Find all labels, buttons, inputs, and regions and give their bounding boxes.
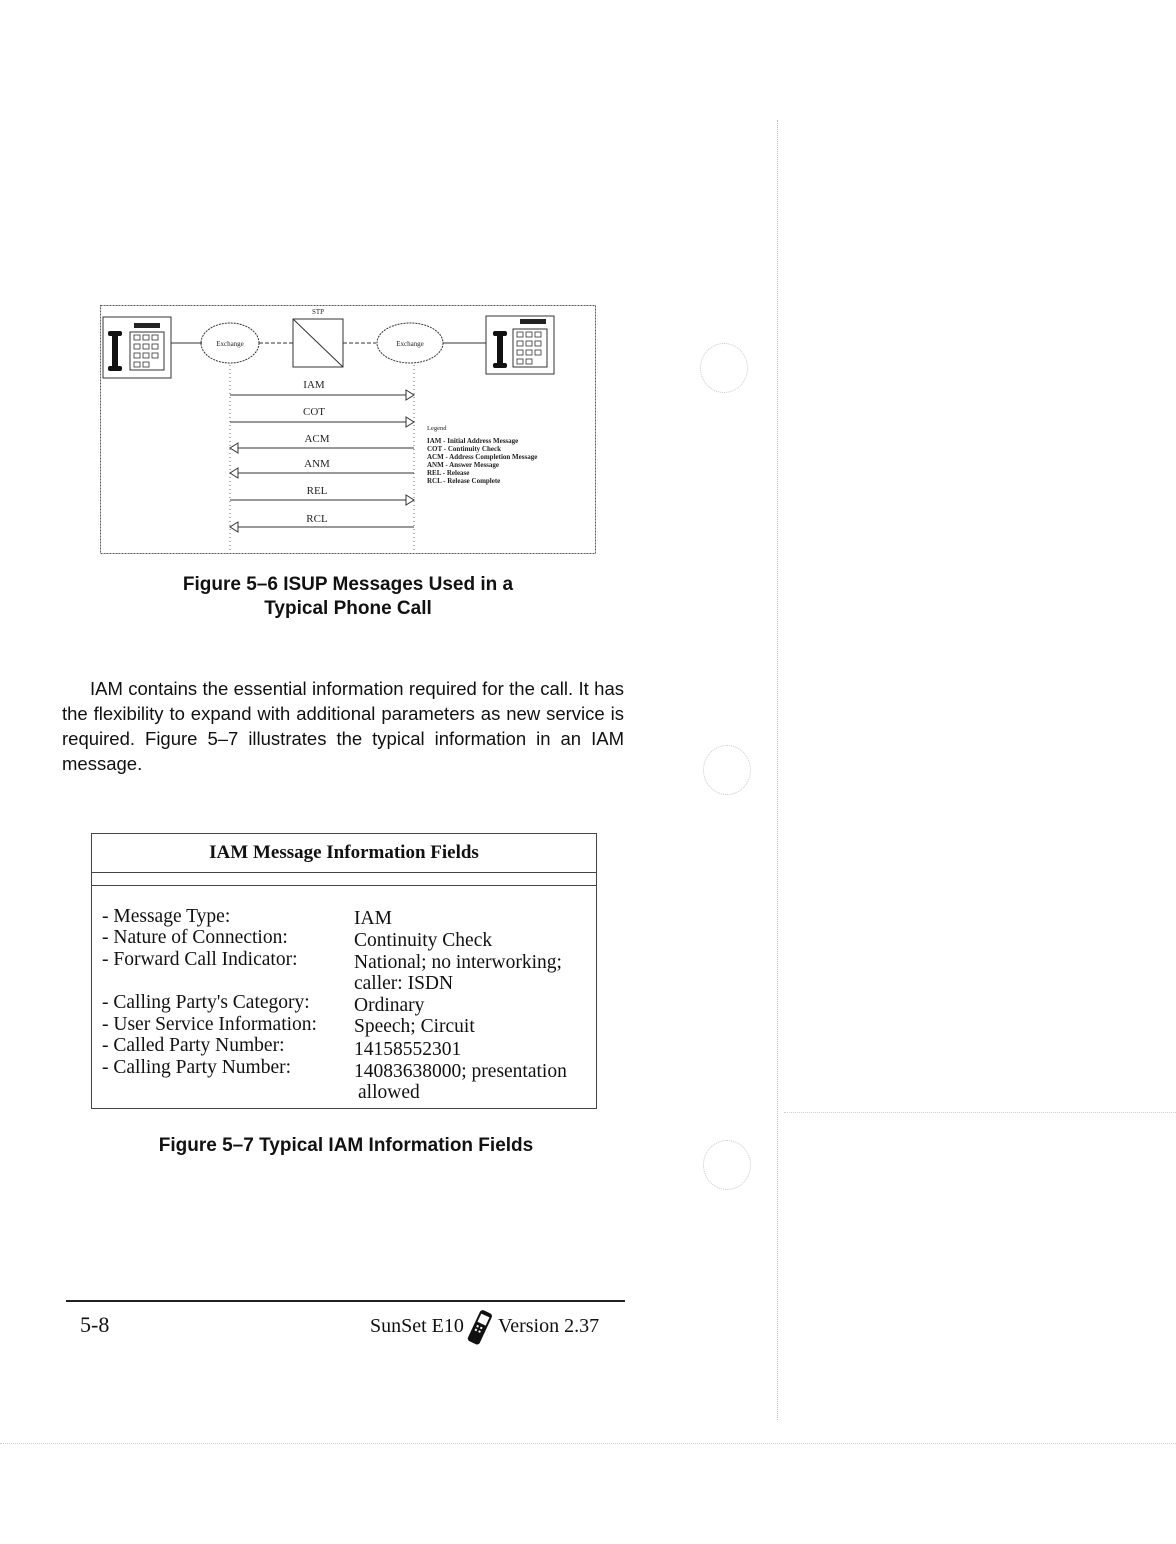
isup-call-flow-diagram <box>100 305 596 555</box>
legend-item: RCL - Release Complete <box>427 477 501 485</box>
binding-edge-line <box>777 120 778 1420</box>
field-value: 14083638000; presentation <box>354 1061 567 1082</box>
footer-rule <box>66 1300 625 1302</box>
left-telephone-icon <box>103 317 171 378</box>
body-paragraph: IAM contains the essential information required for the call. It has the flexibility to expand with additional parameters as new service is required. Figure 5–7 illustrates the typical information in an IAM message. <box>62 678 624 774</box>
divider <box>92 885 596 886</box>
punch-hole <box>703 1140 751 1190</box>
page-number: 5-8 <box>80 1312 110 1337</box>
scan-divider <box>784 1112 1176 1113</box>
field-value: 14158552301 <box>354 1039 462 1060</box>
legend-item: IAM - Initial Address Message <box>427 437 519 445</box>
field-label: - Called Party Number: <box>102 1035 285 1056</box>
svg-text:IAM: IAM <box>303 379 325 391</box>
message-iam <box>230 379 414 400</box>
figure-5-7-caption: Figure 5–7 Typical IAM Information Fields <box>158 1135 534 1156</box>
field-label: - Forward Call Indicator: <box>102 949 298 970</box>
svg-text:COT: COT <box>303 406 325 418</box>
svg-text:ACM: ACM <box>304 433 330 445</box>
legend-item: ACM - Address Completion Message <box>427 453 538 461</box>
field-label: - Message Type: <box>102 906 231 927</box>
message-acm <box>230 433 414 453</box>
svg-text:RCL: RCL <box>306 513 328 525</box>
scan-divider <box>0 1443 1176 1444</box>
message-cot <box>230 406 414 427</box>
right-telephone-icon <box>486 316 554 374</box>
field-value: Ordinary <box>354 995 425 1016</box>
exchange-right-label: Exchange <box>396 340 424 348</box>
version-label: Version 2.37 <box>498 1315 600 1337</box>
field-label: - Nature of Connection: <box>102 927 288 948</box>
field-value: IAM <box>354 908 392 929</box>
punch-hole <box>703 745 751 795</box>
message-rel <box>230 485 414 505</box>
field-value: National; no interworking; <box>354 952 562 973</box>
svg-text:REL: REL <box>306 485 328 497</box>
field-value: Continuity Check <box>354 930 493 951</box>
legend <box>427 425 537 485</box>
field-label: - Calling Party Number: <box>102 1057 292 1078</box>
legend-title: Legend <box>427 425 447 432</box>
svg-text:ANM: ANM <box>304 458 330 470</box>
field-label: - Calling Party's Category: <box>102 992 310 1013</box>
message-anm <box>230 458 414 478</box>
figure-5-6-caption-line2: Typical Phone Call <box>264 598 432 619</box>
message-rcl <box>230 513 414 532</box>
iam-fields-table <box>91 833 597 1109</box>
product-name: SunSet E10 <box>370 1315 464 1337</box>
legend-item: COT - Continuity Check <box>427 445 501 453</box>
field-label: - User Service Information: <box>102 1014 317 1035</box>
legend-item: REL - Release <box>427 469 470 477</box>
table-title: IAM Message Information Fields <box>209 842 479 863</box>
phone-logo-icon <box>464 1307 494 1349</box>
punch-hole <box>700 343 748 393</box>
legend-item: ANM - Answer Message <box>427 461 499 469</box>
stp-label: STP <box>311 308 325 316</box>
field-value-continued: allowed <box>358 1082 420 1103</box>
figure-5-6-caption-line1: Figure 5–6 ISUP Messages Used in a <box>182 574 514 595</box>
field-value-continued: caller: ISDN <box>354 973 454 994</box>
divider <box>92 872 596 873</box>
exchange-left-label: Exchange <box>216 340 244 348</box>
field-value: Speech; Circuit <box>354 1016 475 1037</box>
